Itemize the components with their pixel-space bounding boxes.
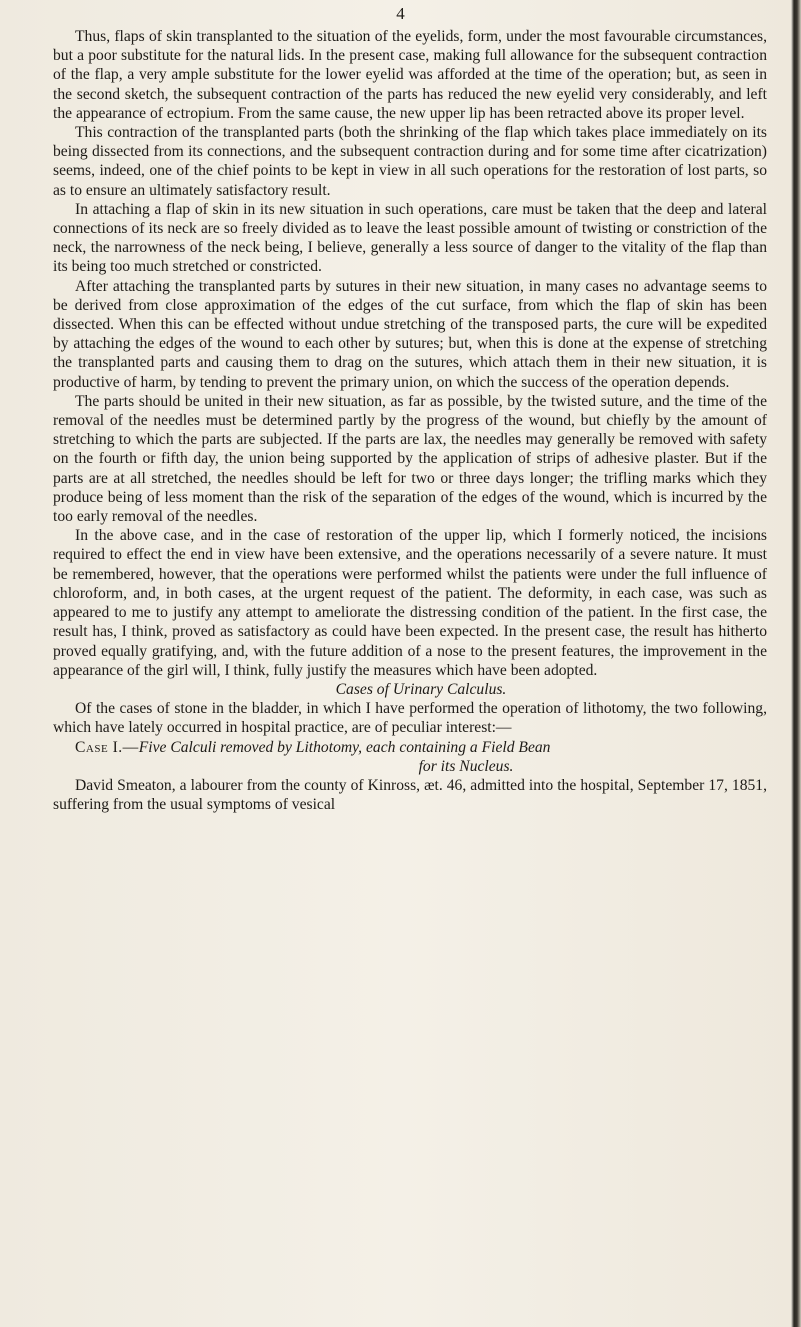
case-title-line1: Five Calculi removed by Lithotomy, each containing a Field Bean [138, 738, 551, 756]
section-heading: Cases of Urinary Calculus. [335, 680, 507, 698]
case-title [53, 738, 767, 776]
paragraph-2: This contraction of the transplanted parts (both the shrinking of the flap which takes place immediately on its being dissected from its connections, and the subsequent contraction during and for some time after cicatrization) seems, indeed, one of the chief points to be kept in view in all such operations for the restoration of lost parts, so as to ensure an ultimately satisfactory result. [53, 124, 767, 199]
page-number: 4 [396, 4, 405, 23]
paragraph-3: In attaching a flap of skin in its new situation in such operations, care must be taken that the deep and lateral connections of its neck are so freely divided as to leave the least possible amount of twisting or constriction of the neck, the narrowness of the neck being, I believe, generally a less source of danger to the vitality of the flap than its being too much stretched or constricted. [53, 200, 767, 276]
paragraph-6: In the above case, and in the case of restoration of the upper lip, which I formerly noticed, the incisions required to effect the end in view have been extensive, and the operations necessarily of a severe nature. It must be remembered, however, that the operations were performed whilst the patients were under the full influence of chloroform, and, in both cases, at the urgent request of the patient. The deformity, in each case, was such as appeared to me to justify any attempt to ameliorate the distressing condition of the patient. In the first case, the result has, I think, proved as satisfactory as could have been expected. In the present case, the result has hitherto proved equally gratifying, and, with the future addition of a nose to the present features, the improvement in the appearance of the girl will, I think, fully justify the measures which have been adopted. [53, 527, 767, 679]
case-label: Case I.— [75, 738, 139, 756]
body-text [53, 27, 767, 814]
paragraph-5: The parts should be united in their new situation, as far as possible, by the twisted suture, and the time of the removal of the needles must be determined partly by the progress of the wound, but chiefly by the amount of stretching to which the parts are subjected. If the parts are lax, the needles may generally be removed with safety on the fourth or fifth day, the union being supported by the application of strips of adhesive plaster. But if the parts are at all stretched, the needles should be left for two or three days longer; the trifling marks which they produce being of less moment than the risk of the separation of the edges of the wound, which is incurred by the too early removal of the needles. [53, 392, 767, 526]
paragraph-4: After attaching the transplanted parts by sutures in their new situation, in many cases no advantage seems to be derived from close approximation of the edges of the cut surface, from which the flap of skin has been dissected. When this can be effected without undue stretching of the transposed parts, the cure will be expedited by attaching the edges of the wound to each other by sutures; but, when this is done at the expense of stretching the transplanted parts and causing them to drag on the sutures, which attach them in their new situation, it is productive of harm, by tending to prevent the primary union, on which the success of the operation depends. [53, 277, 767, 391]
intro-paragraph: Of the cases of stone in the bladder, in which I have performed the operation of lithotomy, the two following, which have lately occurred in hospital practice, are of peculiar interest:— [53, 700, 767, 737]
paragraph-1: Thus, flaps of skin transplanted to the situation of the eyelids, form, under the most favourable circumstances, but a poor substitute for the natural lids. In the present case, making full allowance for the subsequent contraction of the flap, a very ample substitute for the lower eyelid was afforded at the time of the operation; but, as seen in the second sketch, the subsequent contraction of the parts has reduced the new eyelid very considerably, and left the appearance of ectropium. From the same cause, the new upper lip has been retracted above its proper level. [53, 28, 767, 122]
case-text: David Smeaton, a labourer from the county of Kinross, æt. 46, admitted into the hospital, September 17, 1851, suffering from the usual symptoms of vesical [53, 776, 767, 814]
page-edge [791, 0, 801, 1327]
case-title-line2: for its Nucleus. [418, 757, 514, 775]
